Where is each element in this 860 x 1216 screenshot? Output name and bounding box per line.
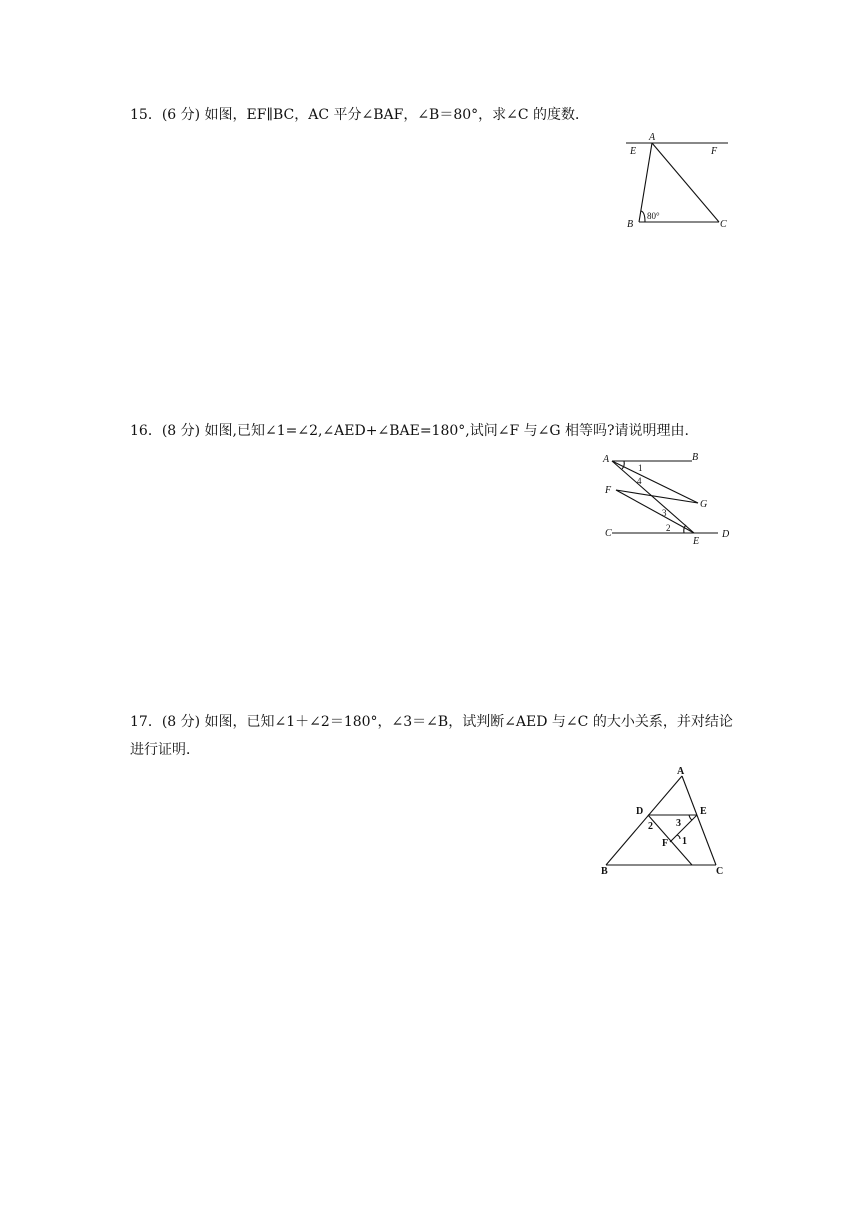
label-angle-1: 1 [638, 463, 643, 473]
label-e: E [700, 806, 707, 817]
label-e: E [693, 536, 700, 546]
segment-ac [682, 776, 716, 865]
label-b: B [601, 866, 608, 877]
question-17-figure [596, 764, 730, 878]
label-c: C [720, 219, 727, 230]
angle-1-arc [622, 461, 624, 469]
label-c: C [716, 866, 724, 877]
question-16-figure [598, 448, 736, 546]
label-a: A [649, 132, 656, 143]
question-17-text: 17．(8 分) 如图，已知∠1＋∠2＝180°，∠3＝∠B，试判断∠AED 与∠C 的大小关系，并对结论进行证明． [130, 714, 733, 758]
angle-3-arc [689, 815, 692, 820]
label-a: A [603, 454, 610, 465]
question-15-text: 15．(6 分) 如图，EF∥BC，AC 平分∠BAF，∠B＝80°，求∠C 的度数． [130, 107, 590, 123]
label-angle-4: 4 [637, 476, 642, 486]
segment-ab [606, 776, 682, 865]
label-a: A [677, 766, 685, 777]
label-f: F [662, 838, 669, 849]
label-angle-3: 3 [676, 818, 681, 829]
label-angle-2: 2 [648, 821, 653, 832]
label-angle-80: 80° [647, 211, 660, 221]
angle-1-arc [677, 835, 680, 839]
label-angle-1: 1 [682, 836, 687, 847]
label-g: G [700, 499, 708, 510]
label-d: D [636, 806, 644, 817]
label-d: D [722, 529, 730, 540]
label-c: C [605, 528, 612, 539]
question-16-text: 16．(8 分) 如图,已知∠1=∠2,∠AED+∠BAE=180°,试问∠F 与∠G 相等吗?请说明理由. [130, 423, 689, 439]
label-b: B [692, 452, 699, 463]
question-15-figure [622, 132, 734, 232]
angle-b-arc [641, 211, 645, 222]
segment-ae [612, 461, 694, 533]
label-angle-2: 2 [666, 523, 671, 533]
label-f: F [711, 146, 718, 157]
label-b: B [627, 219, 634, 230]
label-angle-3: 3 [662, 508, 667, 518]
label-f: F [605, 485, 612, 496]
label-e: E [630, 146, 637, 157]
segment-ac [652, 143, 719, 222]
